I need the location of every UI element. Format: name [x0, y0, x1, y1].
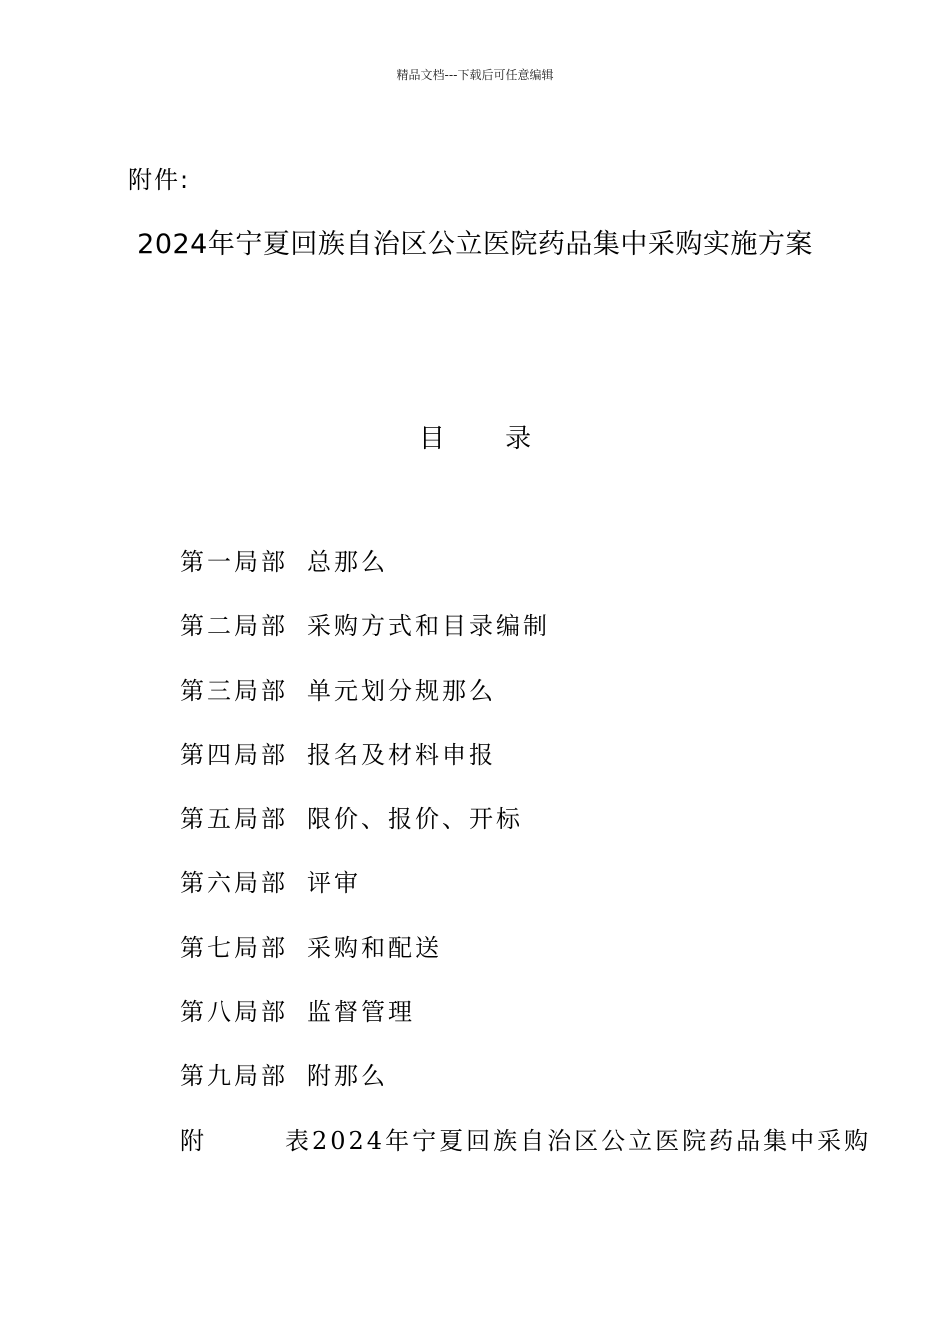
toc-part-title: 采购和配送 [307, 933, 442, 962]
toc-part-title: 采购方式和目录编制 [307, 612, 550, 641]
toc-part-title: 评审 [307, 869, 361, 898]
toc-part-title: 报名及材料申报 [307, 740, 496, 769]
toc-part-title: 附那么 [307, 1062, 388, 1091]
toc-item-part-9 [180, 1056, 880, 1120]
toc-appendix-label-first: 附 [180, 1126, 207, 1155]
toc-part-label: 第六局部 [180, 869, 288, 898]
toc-part-label: 第九局部 [180, 1062, 288, 1091]
toc-part-label: 第八局部 [180, 998, 288, 1027]
toc-appendix-label-second: 表 [285, 1126, 312, 1155]
toc-part-title: 单元划分规那么 [307, 676, 496, 705]
toc-item-part-5 [180, 799, 880, 863]
toc-item-part-7 [180, 928, 880, 992]
document-title: 2024年宁夏回族自治区公立医院药品集中采购实施方案 [137, 229, 813, 260]
toc-appendix-label [180, 1121, 312, 1161]
toc-part-label: 第二局部 [180, 612, 288, 641]
toc-appendix-title: 2024年宁夏回族自治区公立医院药品集中采购 [312, 1126, 872, 1155]
toc-item-part-8 [180, 992, 880, 1056]
toc-part-title: 总那么 [307, 548, 388, 576]
toc-part-label: 第五局部 [180, 805, 288, 834]
toc-heading: 目 录 [418, 424, 558, 454]
toc-item-appendix [180, 1121, 880, 1185]
table-of-contents [180, 542, 880, 1185]
toc-item-part-4 [180, 735, 880, 799]
toc-part-title: 监督管理 [307, 998, 415, 1027]
attachment-label: 附件: [128, 166, 191, 194]
toc-item-part-2 [180, 606, 880, 670]
toc-part-title: 限价、报价、开标 [307, 805, 523, 834]
toc-item-part-1 [180, 542, 880, 606]
toc-part-label: 第三局部 [180, 676, 288, 705]
toc-item-part-3 [180, 671, 880, 735]
toc-part-label: 第四局部 [180, 740, 288, 769]
toc-part-label: 第七局部 [180, 933, 288, 962]
toc-item-part-6 [180, 863, 880, 927]
header-note: 精品文档---下载后可任意编辑 [396, 68, 554, 82]
toc-part-label: 第一局部 [180, 548, 288, 576]
